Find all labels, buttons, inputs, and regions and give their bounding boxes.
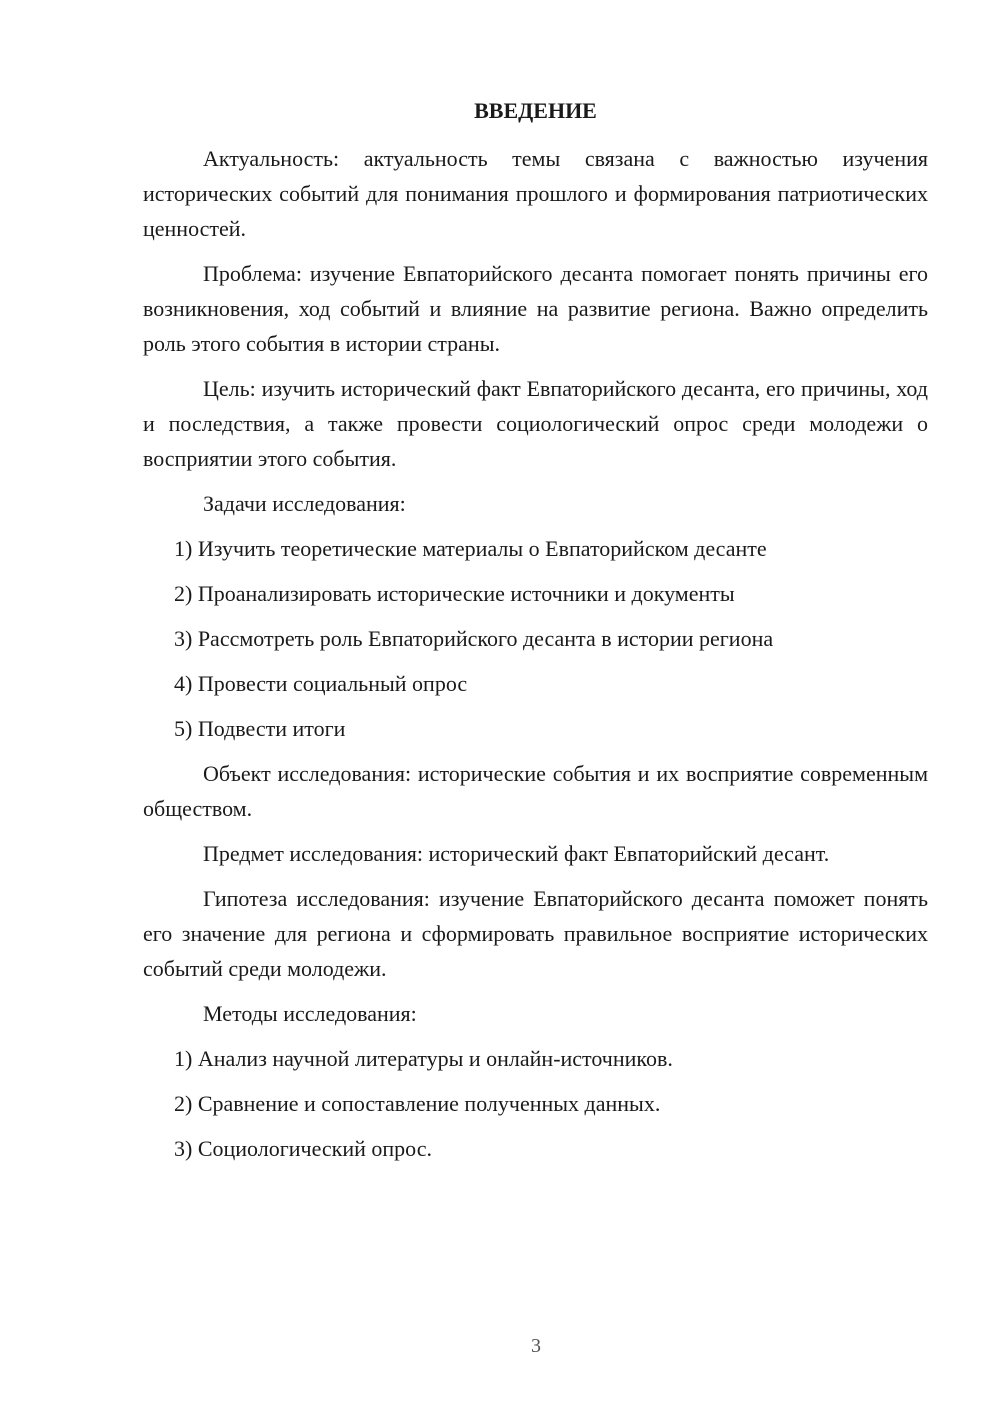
paragraph-tasks-intro: Задачи исследования:	[203, 491, 406, 516]
paragraph-methods-intro: Методы исследования:	[203, 1001, 417, 1026]
list-item: 1) Анализ научной литературы и онлайн-источников.	[174, 1046, 673, 1071]
paragraph-hypothesis: Гипотеза исследования: изучение Евпаторийского десанта поможет понять его значение для региона и сформировать правильное восприятие исторических событий среди молодежи.	[143, 886, 928, 981]
tasks-list	[143, 531, 928, 746]
list-item: 2) Проанализировать исторические источники и документы	[174, 581, 735, 606]
list-item: 2) Сравнение и сопоставление полученных данных.	[174, 1091, 661, 1116]
page-number: 3	[531, 1335, 541, 1357]
list-item: 1) Изучить теоретические материалы о Евпаторийском десанте	[174, 536, 767, 561]
list-item: 4) Провести социальный опрос	[174, 671, 468, 696]
list-item: 3) Социологический опрос.	[174, 1136, 432, 1161]
paragraph-goal: Цель: изучить исторический факт Евпаторийского десанта, его причины, ход и последствия, а также провести социологический опрос среди молодежи о восприятии этого события.	[143, 376, 928, 471]
methods-list	[143, 1041, 928, 1166]
paragraph-subject: Предмет исследования: исторический факт Евпаторийский десант.	[203, 841, 830, 866]
document-body	[143, 141, 928, 1176]
list-item: 5) Подвести итоги	[174, 716, 346, 741]
paragraph-object: Объект исследования: исторические события и их восприятие современным обществом.	[143, 761, 928, 821]
paragraph-problem: Проблема: изучение Евпаторийского десанта помогает понять причины его возникновения, ход событий и влияние на развитие региона. Важно определить роль этого события в истории страны.	[143, 261, 928, 356]
list-item: 3) Рассмотреть роль Евпаторийского десанта в истории региона	[174, 626, 774, 651]
page-title: ВВЕДЕНИЕ	[474, 98, 597, 123]
paragraph-relevance: Актуальность: актуальность темы связана с важностью изучения исторических событий для понимания прошлого и формирования патриотических ценностей.	[143, 146, 928, 241]
